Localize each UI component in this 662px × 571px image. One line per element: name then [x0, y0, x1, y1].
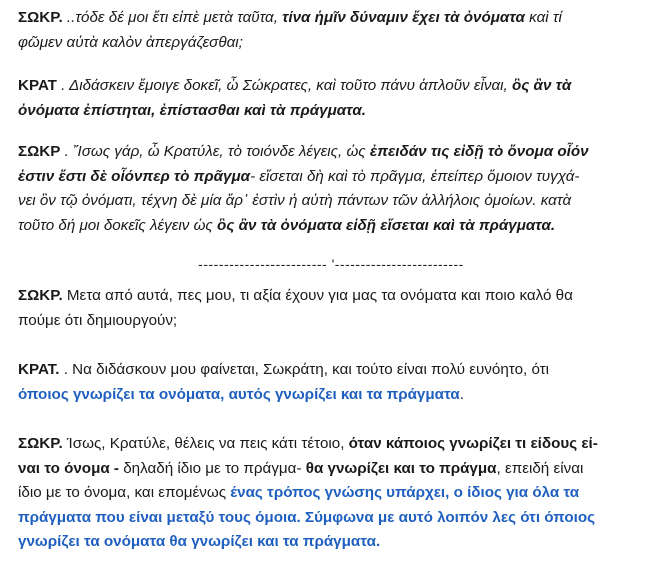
text-span: - εἴσεται δὴ καὶ τὸ πρᾶγμα, ἐπείπερ ὅμοιον τυγχά-: [250, 167, 580, 185]
line: φῶμεν αὐτὰ καλὸν ἀπεργάζεσθαι;: [18, 33, 243, 51]
text-span: .: [459, 385, 464, 403]
text-span: ..τόδε δέ μοι ἔτι εἰπὲ μετὰ ταῦτα,: [62, 9, 283, 26]
modern-paragraph-3: [18, 432, 646, 555]
line: [18, 481, 646, 506]
line: [18, 358, 646, 383]
speaker-label: ΣΩΚΡ: [18, 143, 61, 160]
bold-text-line: ὀνόματα ἐπίστηται, ἐπίστασθαι καὶ τὰ πράγματα.: [18, 101, 366, 119]
text-span: δηλαδή ίδιο με το πράγμα-: [123, 459, 306, 477]
modern-paragraph-1: [18, 284, 646, 333]
line: [18, 284, 646, 309]
highlighted-text-line: πράγματα που είναι μεταξύ τους όμοια. Σύμφωνα με αυτό λοιπόν λες ότι όποιος: [18, 508, 595, 526]
ancient-paragraph-2: [18, 74, 646, 123]
line: [18, 6, 646, 31]
line: πούμε ότι δημιουργούν;: [18, 311, 178, 329]
speaker-label: ΣΩΚΡ.: [18, 9, 63, 26]
ancient-paragraph-3: [18, 140, 646, 238]
highlighted-text-span: ένας τρόπος γνώσης υπάρχει, ο ίδιος για όλα τα: [230, 484, 580, 501]
speaker-label: ΚΡΑΤ.: [18, 361, 60, 378]
speaker-label: ΣΩΚΡ.: [18, 287, 63, 304]
text-span: τοῦτο δή μοι δοκεῖς λέγειν ὡς: [18, 216, 218, 234]
bold-text-span: ναι το όνομα -: [18, 459, 124, 477]
speaker-label: ΣΩΚΡ.: [18, 435, 63, 452]
section-separator: ------------------------- '-------------------------: [198, 256, 464, 272]
highlighted-text-span: όποιος γνωρίζει τα ονόματα, αυτός γνωρίζει και τα πράγματα: [18, 385, 460, 403]
text-span: . Να διδάσκουν μου φαίνεται, Σωκράτη, και τούτο είναι πολύ ευνόητο, ότι: [59, 361, 550, 378]
line: [18, 140, 646, 165]
ancient-paragraph-1: [18, 6, 646, 55]
bold-text-span: ἐστιν ἔστι δὲ οἷόνπερ τὸ πρᾶγμα: [18, 167, 251, 185]
bold-text-span: όταν κάποιος γνωρίζει τι είδους εί-: [348, 435, 598, 452]
line: [18, 457, 646, 482]
highlighted-text-line: γνωρίζει τα ονόματα θα γνωρίζει και τα πράγματα.: [18, 533, 381, 550]
text-span: Ίσως, Κρατύλε, θέλεις να πεις κάτι τέτοιο,: [62, 435, 349, 452]
modern-paragraph-2: [18, 358, 646, 407]
text-span: Μετα από αυτά, πες μου, τι αξία έχουν για μας τα ονόματα και ποιο καλό θα: [62, 287, 573, 304]
text-span: καὶ τί: [524, 9, 562, 26]
text-span: . Ἴσως γάρ, ὦ Κρατύλε, τὸ τοιόνδε λέγεις, ὡς: [60, 143, 370, 160]
text-span: ίδιο με το όνομα, και επομένως: [18, 484, 231, 501]
line: [18, 214, 646, 239]
bold-text-span: ἐπειδάν τις εἰδῇ τὸ ὄνομα οἷόν: [369, 143, 589, 160]
line: [18, 74, 646, 99]
line: [18, 383, 646, 408]
line: νει ὂν τῷ ὀνόματι, τέχνη δὲ μία ἄρ᾽ ἐστὶν ἡ αὐτὴ πάντων τῶν ἀλλήλοις ὁμοίων. κατὰ: [18, 192, 572, 209]
bold-text-span: τίνα ἡμῖν δύναμιν ἔχει τὰ ὀνόματα: [282, 9, 525, 26]
text-span: , επειδή είναι: [496, 459, 584, 477]
speaker-label: ΚΡΑΤ: [18, 77, 57, 94]
bold-text-span: θα γνωρίζει και το πράγμα: [305, 459, 497, 477]
text-span: . Διδάσκειν ἔμοιγε δοκεῖ, ὦ Σώκρατες, καὶ τοῦτο πάνυ ἁπλοῦν εἶναι,: [56, 77, 512, 94]
bold-text-span: ὃς ἂν τὰ: [511, 77, 572, 94]
line: [18, 165, 646, 190]
line: [18, 432, 646, 457]
bold-text-span: ὃς ἂν τὰ ὀνόματα εἰδῇ εἴσεται καὶ τὰ πράγματα.: [217, 216, 556, 234]
